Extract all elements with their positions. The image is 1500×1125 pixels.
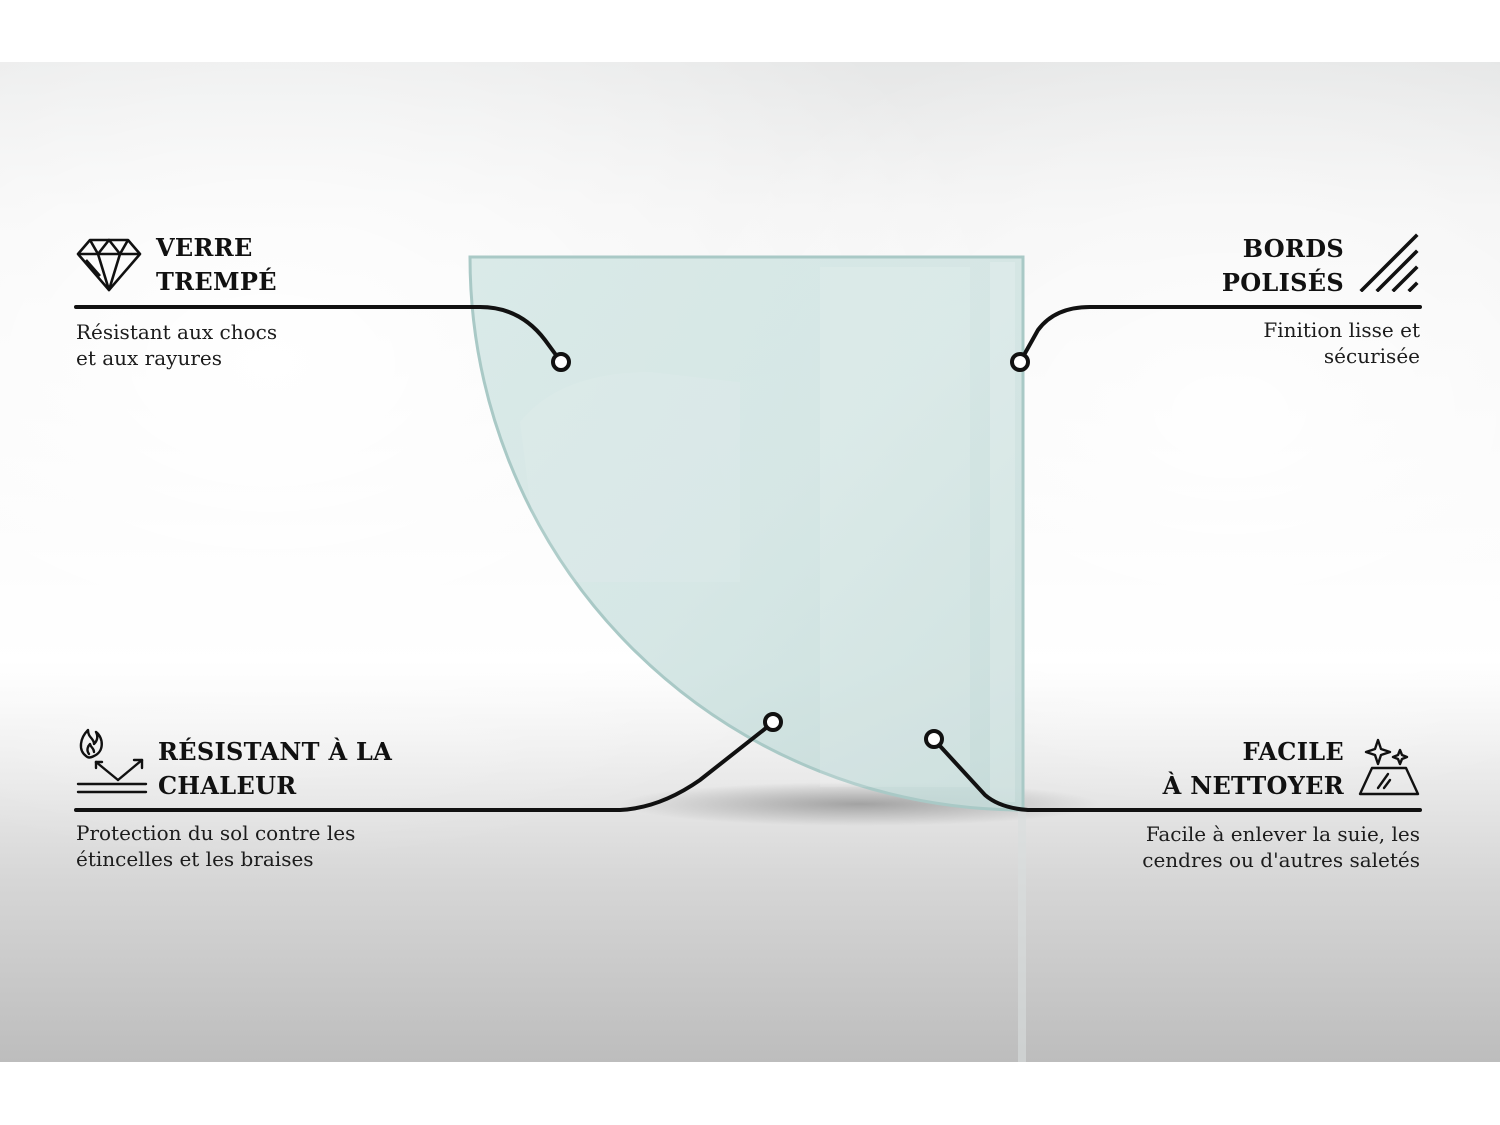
title-heat: RÉSISTANT À LA CHALEUR: [158, 737, 393, 800]
title-cleaning: FACILE À NETTOYER: [1162, 737, 1344, 800]
desc-cleaning: Facile à enlever la suie, les cendres ou d'autres saletés: [1142, 822, 1420, 872]
flame-deflect-icon: [76, 726, 148, 798]
marker-cleaning: [926, 731, 942, 747]
diamond-icon: [76, 236, 142, 292]
desc-polished: Finition lisse et sécurisée: [1263, 318, 1420, 368]
marker-polished: [1012, 354, 1028, 370]
title-polished: BORDS POLISÉS: [1221, 234, 1344, 297]
marker-tempered: [553, 354, 569, 370]
diagonal-lines-icon: [1358, 232, 1420, 292]
desc-tempered: Résistant aux chocs et aux rayures: [76, 320, 278, 370]
title-tempered: VERRE TREMPÉ: [156, 233, 277, 296]
sparkle-glass-icon: [1356, 738, 1422, 798]
desc-heat: Protection du sol contre les étincelles et les braises: [76, 821, 356, 871]
marker-heat: [765, 714, 781, 730]
